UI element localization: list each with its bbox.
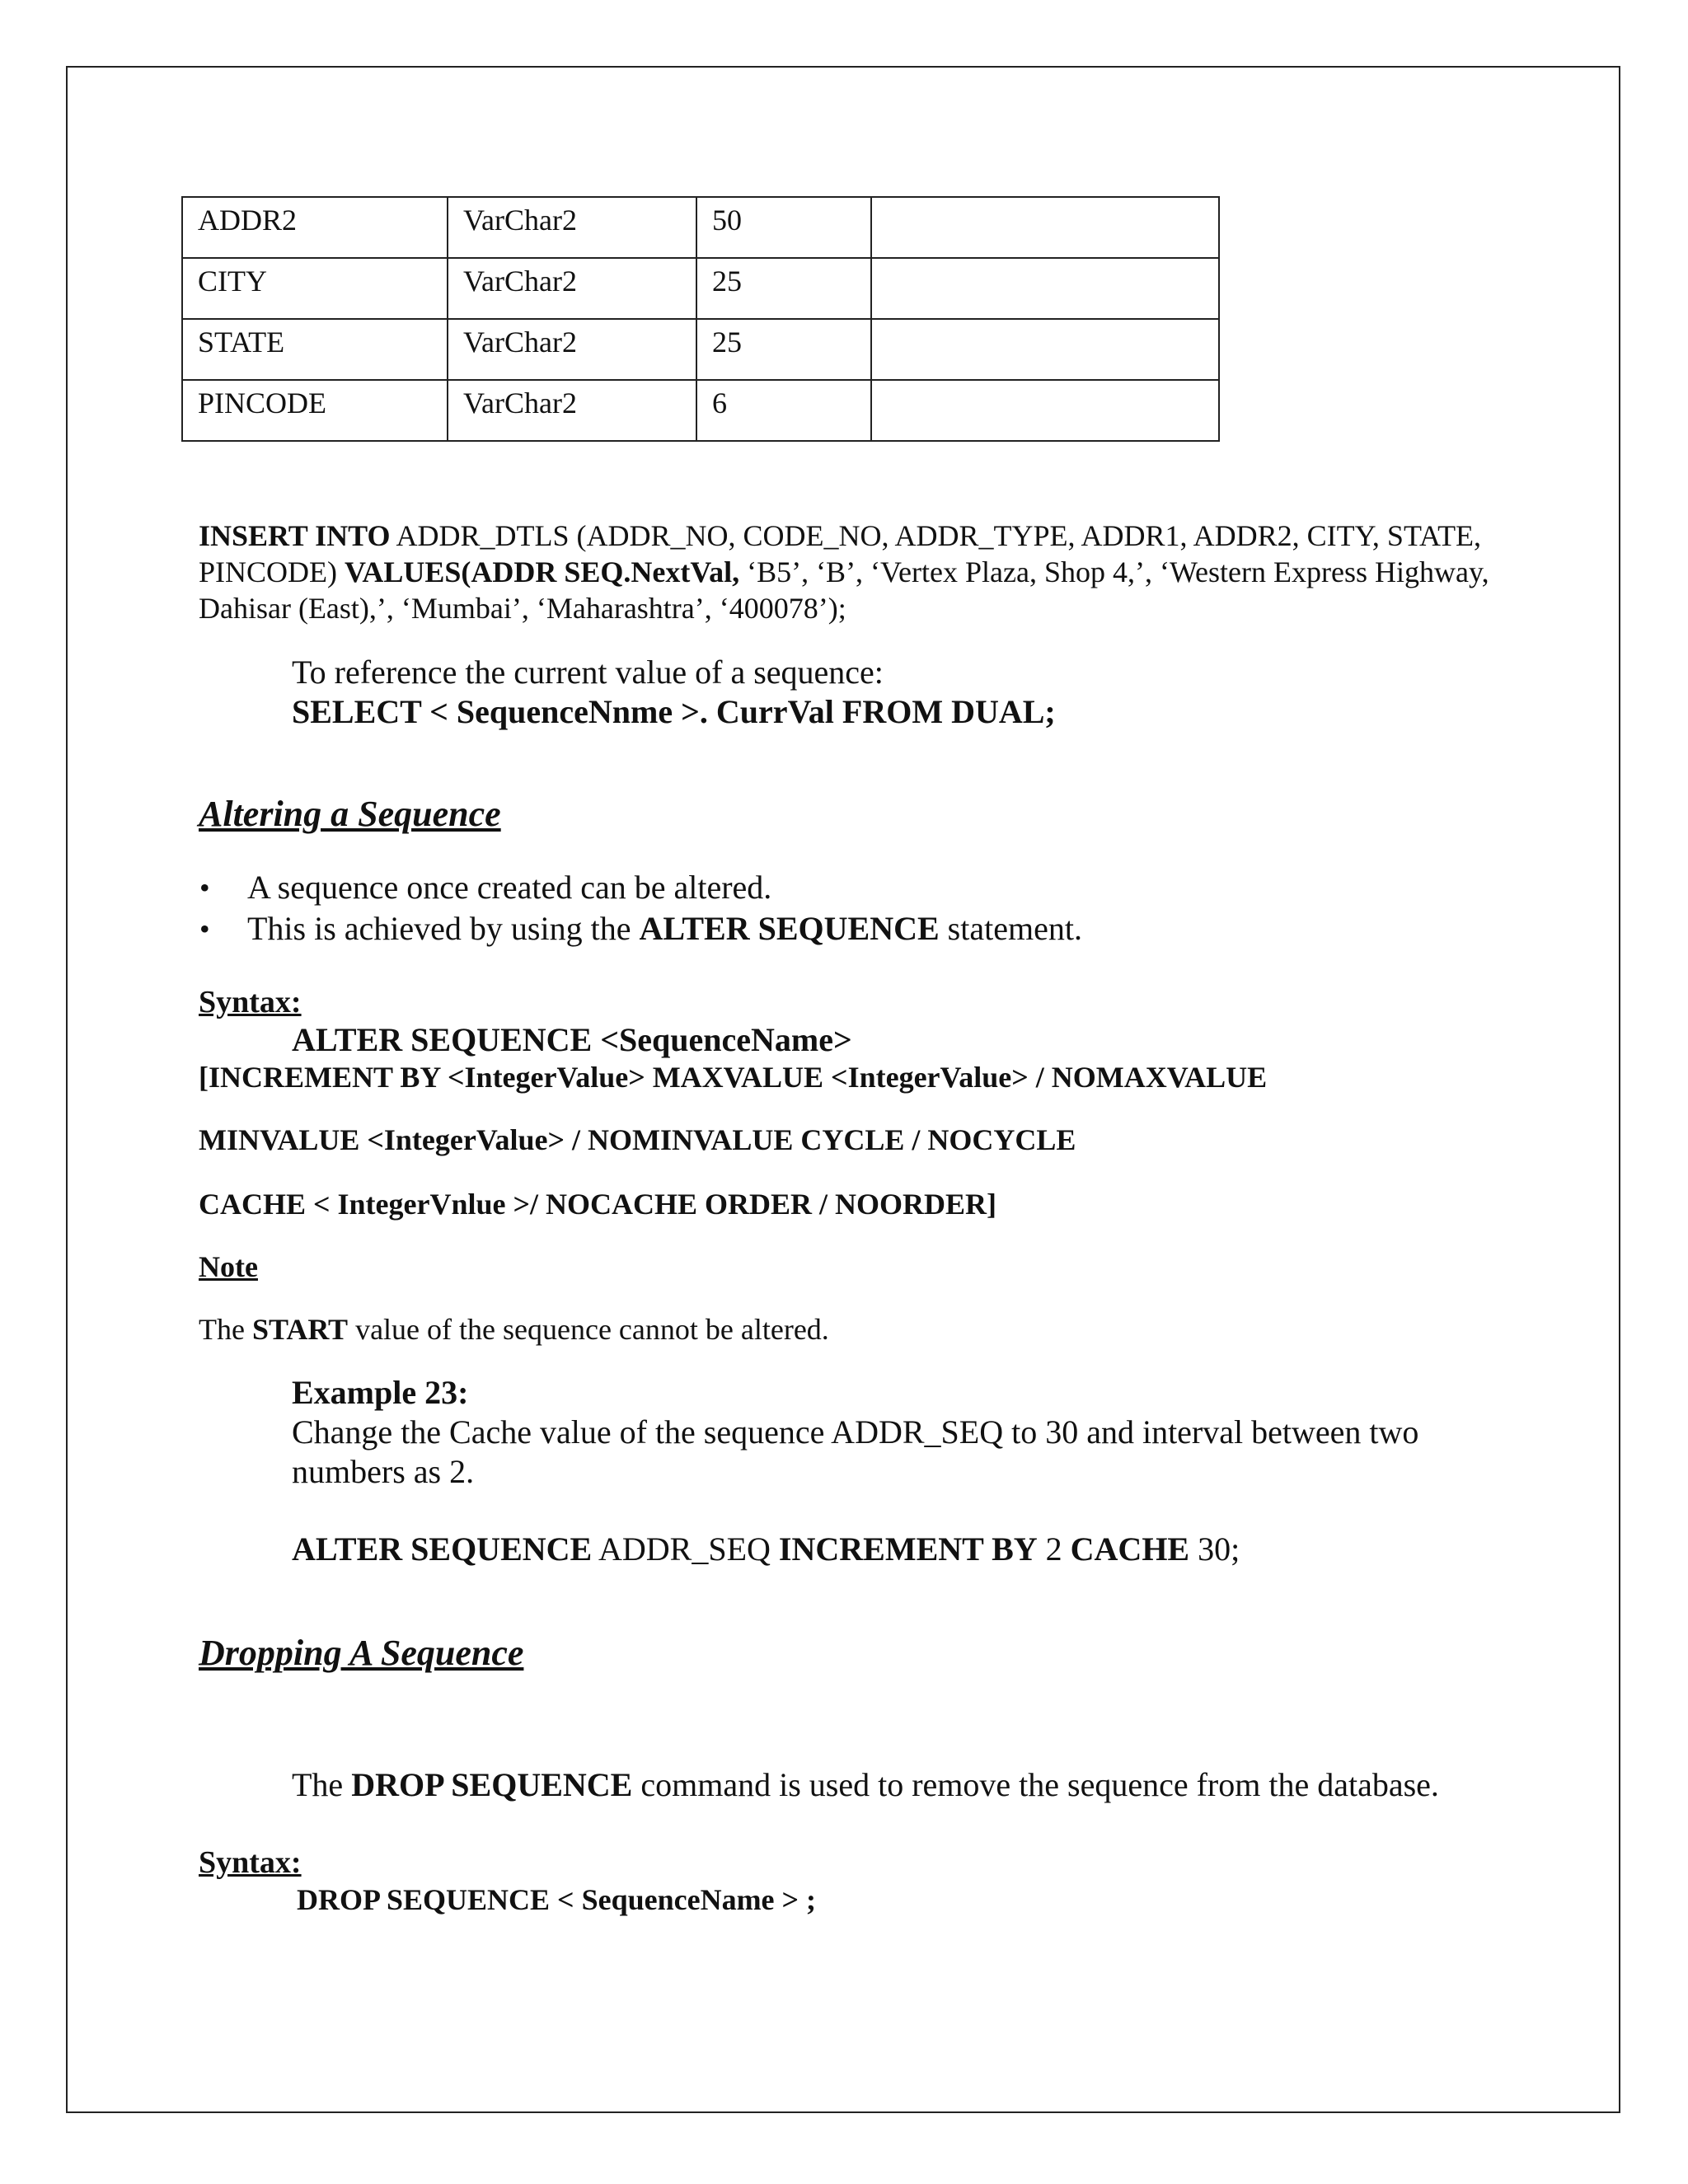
alter-syntax-line: MINVALUE <IntegerValue> / NOMINVALUE CYCLE / NOCYCLE bbox=[199, 1123, 1076, 1156]
values-keyword: VALUES(ADDR SEQ.NextVal, bbox=[345, 555, 740, 588]
column-name-cell: ADDR2 bbox=[182, 197, 448, 258]
example-text: 2 bbox=[1037, 1530, 1071, 1568]
example-kw: INCREMENT BY bbox=[778, 1530, 1038, 1568]
note-text-bold: START bbox=[251, 1313, 349, 1346]
table-row bbox=[182, 380, 1219, 441]
insert-statement bbox=[199, 518, 1517, 626]
bullet-icon: • bbox=[199, 871, 210, 904]
constraint-cell bbox=[871, 380, 1219, 441]
size-cell: 50 bbox=[696, 197, 871, 258]
table-row bbox=[182, 197, 1219, 258]
example-title: Example 23: bbox=[292, 1374, 469, 1411]
alter-syntax-line: CACHE < IntegerVnlue >/ NOCACHE ORDER / NOORDER] bbox=[199, 1188, 997, 1221]
table-row bbox=[182, 319, 1219, 380]
size-cell: 25 bbox=[696, 258, 871, 319]
insert-values: ‘B5’, ‘B’, ‘Vertex Plaza, Shop 4,’, ‘Western Express Highway, Dahisar (East),’, ‘Mumbai’, ‘Maharashtra’, ‘400078’); bbox=[199, 555, 1489, 625]
example-statement bbox=[292, 1530, 1240, 1568]
dropping-text-pre: The bbox=[292, 1766, 352, 1803]
table-row bbox=[182, 258, 1219, 319]
syntax-label: Syntax: bbox=[199, 1845, 302, 1880]
column-name-cell: CITY bbox=[182, 258, 448, 319]
note-text-pre: The bbox=[199, 1313, 252, 1346]
column-name-cell: PINCODE bbox=[182, 380, 448, 441]
dropping-text-bold: DROP SEQUENCE bbox=[351, 1766, 633, 1803]
bullet-text: A sequence once created can be altered. bbox=[247, 869, 772, 906]
data-type-cell: VarChar2 bbox=[448, 197, 696, 258]
insert-columns: ADDR_DTLS (ADDR_NO, CODE_NO, ADDR_TYPE, ADDR1, ADDR2, CITY, STATE, PINCODE) bbox=[199, 519, 1482, 588]
data-type-cell: VarChar2 bbox=[448, 319, 696, 380]
dropping-heading: Dropping A Sequence bbox=[199, 1633, 524, 1673]
currval-intro: To reference the current value of a sequence: bbox=[292, 654, 884, 691]
bullet-text-bold: ALTER SEQUENCE bbox=[639, 910, 940, 947]
alter-syntax-line: [INCREMENT BY <IntegerValue> MAXVALUE <IntegerValue> / NOMAXVALUE bbox=[199, 1061, 1268, 1094]
note-label: Note bbox=[199, 1250, 258, 1283]
insert-keyword: INSERT INTO bbox=[199, 519, 391, 552]
bullet-item bbox=[199, 908, 1082, 949]
dropping-text-post: command is used to remove the sequence from the database. bbox=[632, 1766, 1439, 1803]
note-text-post: value of the sequence cannot be altered. bbox=[348, 1313, 829, 1346]
altering-bullets bbox=[199, 867, 1082, 949]
note-text bbox=[199, 1312, 829, 1347]
currval-statement: SELECT < SequenceNnme >. CurrVal FROM DUAL; bbox=[292, 693, 1056, 730]
bullet-text-pre: This is achieved by using the bbox=[247, 910, 640, 947]
example-kw: ALTER SEQUENCE bbox=[292, 1530, 593, 1568]
data-type-cell: VarChar2 bbox=[448, 258, 696, 319]
bullet-icon: • bbox=[199, 912, 210, 945]
example-kw: CACHE bbox=[1070, 1530, 1190, 1568]
constraint-cell bbox=[871, 319, 1219, 380]
size-cell: 25 bbox=[696, 319, 871, 380]
column-definition-table bbox=[181, 196, 1220, 442]
example-text: ADDR_SEQ bbox=[592, 1530, 779, 1568]
example-text: 30; bbox=[1189, 1530, 1240, 1568]
altering-heading: Altering a Sequence bbox=[199, 794, 501, 834]
example-description: Change the Cache value of the sequence ADDR_SEQ to 30 and interval between two numbers as 2. bbox=[292, 1413, 1419, 1490]
constraint-cell bbox=[871, 197, 1219, 258]
data-type-cell: VarChar2 bbox=[448, 380, 696, 441]
dropping-text bbox=[292, 1765, 1439, 1804]
syntax-label: Syntax: bbox=[199, 985, 302, 1019]
constraint-cell bbox=[871, 258, 1219, 319]
bullet-text-post: statement. bbox=[939, 910, 1082, 947]
column-name-cell: STATE bbox=[182, 319, 448, 380]
drop-syntax-line: DROP SEQUENCE < SequenceName > ; bbox=[297, 1883, 817, 1916]
alter-syntax-line: ALTER SEQUENCE <SequenceName> bbox=[292, 1021, 852, 1058]
size-cell: 6 bbox=[696, 380, 871, 441]
bullet-item bbox=[199, 867, 1082, 908]
